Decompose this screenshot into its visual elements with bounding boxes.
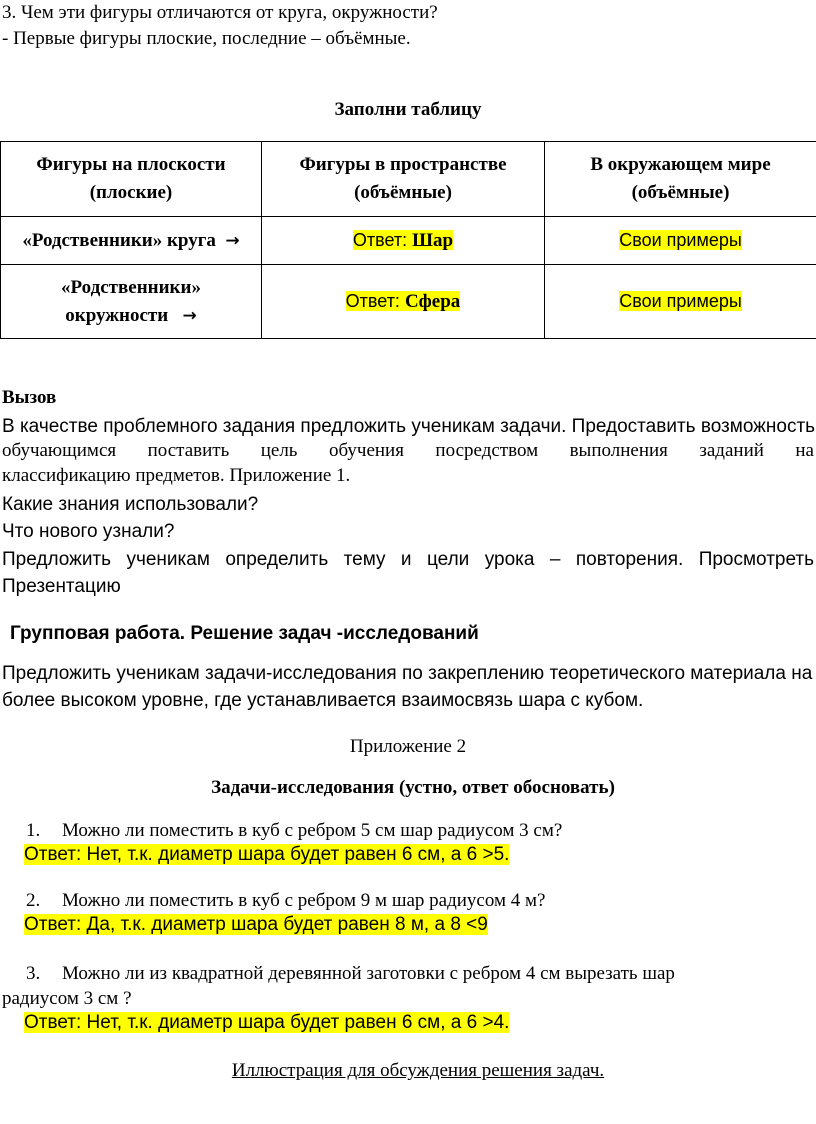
- illustration-caption: Иллюстрация для обсуждения решения задач.: [231, 1060, 605, 1081]
- row-ring-examples: Свои примеры: [545, 265, 816, 339]
- figures-table: [0, 141, 816, 339]
- arrow-right-icon: →: [182, 305, 197, 326]
- row-ring-label: «Родственники» окружности →: [1, 265, 262, 339]
- header-space-figures: Фигуры в пространстве (объёмные): [262, 142, 545, 217]
- task-3-number: 3.: [26, 963, 41, 984]
- table-row: [1, 217, 816, 265]
- task-2-number: 2.: [26, 890, 41, 911]
- challenge-para2-line1: Предложить ученикам определить тему и цели урока – повторения. Просмотреть: [2, 549, 814, 570]
- row-circle-answer: Ответ: Шар: [262, 217, 545, 265]
- arrow-right-icon: →: [225, 230, 240, 251]
- challenge-para2-line2: Презентацию: [2, 576, 121, 597]
- row-circle-label: «Родственники» круга →: [1, 217, 262, 265]
- challenge-para1-line3: классификацию предметов. Приложение 1.: [2, 465, 351, 486]
- table-row: [1, 265, 816, 339]
- task-3-text: Можно ли из квадратной деревянной заготовки с ребром 4 см вырезать шар: [62, 963, 675, 984]
- challenge-para1-line2: обучающимся поставить цель обучения посредством выполнения заданий на: [2, 440, 814, 461]
- table-title: Заполни таблицу: [334, 99, 482, 120]
- challenge-question-2: Что нового узнали?: [2, 521, 175, 542]
- appendix-title: Приложение 2: [349, 736, 467, 757]
- challenge-question-1: Какие знания использовали?: [2, 494, 259, 515]
- header-plane-figures: Фигуры на плоскости (плоские): [1, 142, 262, 217]
- appendix-subtitle: Задачи-исследования (устно, ответ обосновать): [211, 777, 615, 798]
- row-ring-answer: Ответ: Сфера: [262, 265, 545, 339]
- task-2-answer: Ответ: Да, т.к. диаметр шара будет равен 8 м, а 8 <9: [24, 914, 488, 935]
- group-work-heading: Групповая работа. Решение задач -исследований: [10, 623, 479, 644]
- group-work-line1: Предложить ученикам задачи-исследования по закреплению теоретического материала на: [2, 663, 813, 684]
- challenge-heading: Вызов: [2, 387, 57, 408]
- row-circle-examples: Свои примеры: [545, 217, 816, 265]
- intro-answer: - Первые фигуры плоские, последние – объёмные.: [2, 28, 411, 49]
- task-1-number: 1.: [26, 820, 41, 841]
- task-1-answer: Ответ: Нет, т.к. диаметр шара будет равен 6 см, а 6 >5.: [24, 844, 510, 865]
- table-header-row: [1, 142, 816, 217]
- task-1-text: Можно ли поместить в куб с ребром 5 см шар радиусом 3 см?: [62, 820, 563, 841]
- challenge-para1-line1: В качестве проблемного задания предложить ученикам задачи. Предоставить возможность: [2, 416, 816, 437]
- intro-question: 3. Чем эти фигуры отличаются от круга, окружности?: [2, 2, 438, 23]
- group-work-line2: более высоком уровне, где устанавливается взаимосвязь шара с кубом.: [2, 690, 644, 711]
- task-2-text: Можно ли поместить в куб с ребром 9 м шар радиусом 4 м?: [62, 890, 546, 911]
- task-3-answer: Ответ: Нет, т.к. диаметр шара будет равен 6 см, а 6 >4.: [24, 1012, 510, 1033]
- task-3-text-continued: радиусом 3 см ?: [2, 988, 132, 1009]
- header-real-world: В окружающем мире (объёмные): [545, 142, 816, 217]
